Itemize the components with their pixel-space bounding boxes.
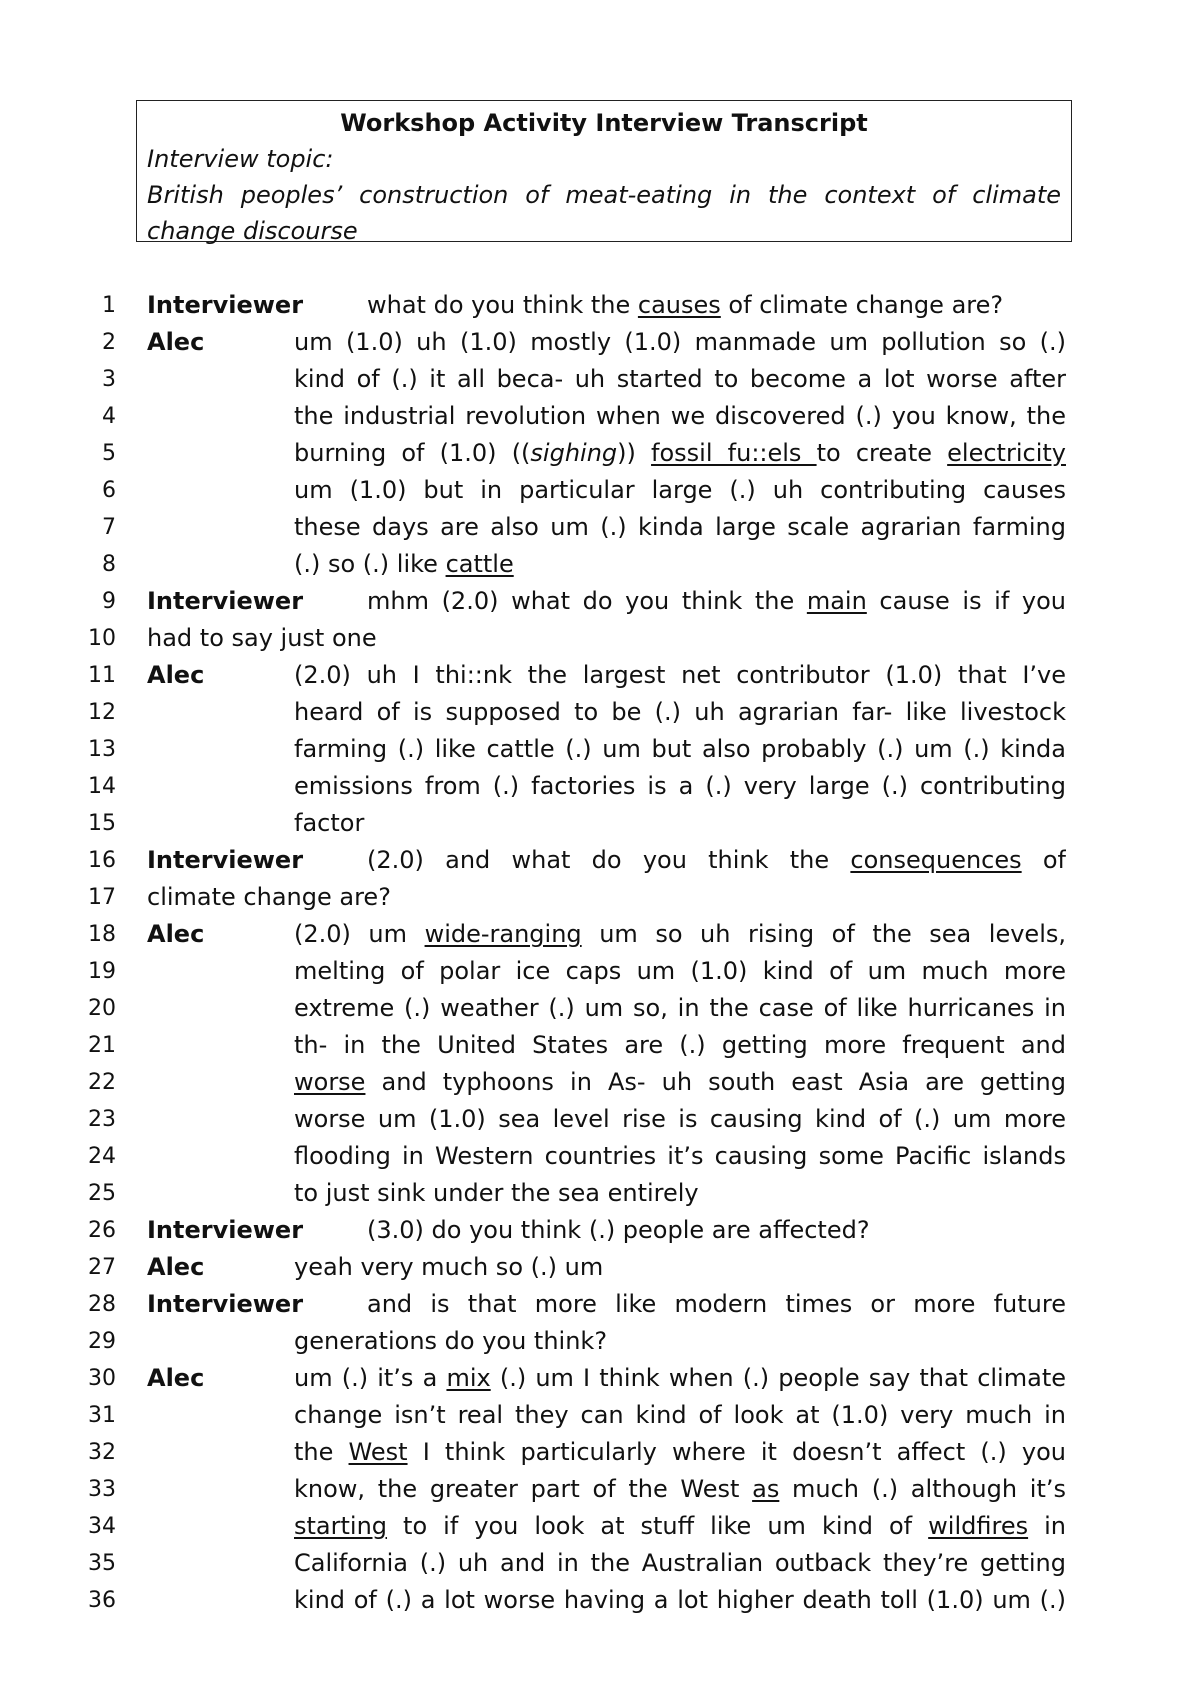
topic-label: Interview topic:	[147, 145, 334, 173]
line-number: 4	[102, 404, 116, 429]
line-number: 14	[88, 774, 116, 799]
line-number: 2	[102, 330, 116, 355]
utterance-text: (3.0) do you think (.) people are affected?	[367, 1216, 870, 1244]
utterance-text: um (.) it’s a mix (.) um I think when (.) people say that climate	[294, 1364, 1066, 1392]
utterance-text: factor	[294, 809, 365, 837]
utterance-text: change isn’t real they can kind of look at (1.0) very much in	[294, 1401, 1066, 1429]
speaker-label: Alec	[147, 328, 205, 356]
speaker-label: Interviewer	[147, 1290, 304, 1318]
transcript-line	[0, 694, 1200, 731]
line-number: 5	[102, 441, 116, 466]
transcript-line	[0, 1434, 1200, 1471]
speaker-label: Interviewer	[147, 291, 304, 319]
line-number: 32	[88, 1440, 116, 1465]
line-number: 10	[88, 626, 116, 651]
transcript-line	[0, 1249, 1200, 1286]
line-number: 24	[88, 1144, 116, 1169]
utterance-text: heard of is supposed to be (.) uh agrarian far- like livestock	[294, 698, 1066, 726]
utterance-text: extreme (.) weather (.) um so, in the case of like hurricanes in	[294, 994, 1066, 1022]
utterance-text: worse and typhoons in As- uh south east Asia are getting	[294, 1068, 1066, 1096]
speaker-label: Alec	[147, 1364, 205, 1392]
transcript-line	[0, 916, 1200, 953]
utterance-text: um (1.0) uh (1.0) mostly (1.0) manmade um pollution so (.)	[294, 328, 1066, 356]
line-number: 16	[88, 848, 116, 873]
document-title: Workshop Activity Interview Transcript	[340, 109, 868, 137]
transcript-line	[0, 1286, 1200, 1323]
utterance-text: emissions from (.) factories is a (.) very large (.) contributing	[294, 772, 1066, 800]
transcript-line	[0, 1471, 1200, 1508]
transcript-line	[0, 1508, 1200, 1545]
utterance-text: kind of (.) a lot worse having a lot higher death toll (1.0) um (.)	[294, 1586, 1066, 1614]
line-number: 6	[102, 478, 116, 503]
utterance-text: generations do you think?	[294, 1327, 608, 1355]
line-number: 18	[88, 922, 116, 947]
speaker-label: Interviewer	[147, 587, 304, 615]
transcript-line	[0, 657, 1200, 694]
speaker-label: Alec	[147, 661, 205, 689]
utterance-text: th- in the United States are (.) getting more frequent and	[294, 1031, 1066, 1059]
utterance-text: (.) so (.) like cattle	[294, 550, 514, 578]
utterance-text: burning of (1.0) ((sighing)) fossil fu::els to create electricity	[294, 439, 1066, 467]
line-number: 23	[88, 1107, 116, 1132]
line-number: 28	[88, 1292, 116, 1317]
transcript-line	[0, 768, 1200, 805]
line-number: 17	[88, 885, 116, 910]
transcript-line	[0, 1582, 1200, 1619]
transcript-line	[0, 1064, 1200, 1101]
transcript-line	[0, 805, 1200, 842]
line-number: 29	[88, 1329, 116, 1354]
transcript-line	[0, 546, 1200, 583]
utterance-text: California (.) uh and in the Australian outback they’re getting	[294, 1549, 1066, 1577]
utterance-text: farming (.) like cattle (.) um but also probably (.) um (.) kinda	[294, 735, 1066, 763]
line-number: 7	[102, 515, 116, 540]
speaker-label: Alec	[147, 1253, 205, 1281]
line-number: 8	[102, 552, 116, 577]
transcript-line	[0, 842, 1200, 879]
line-number: 31	[88, 1403, 116, 1428]
utterance-text: flooding in Western countries it’s causing some Pacific islands	[294, 1142, 1066, 1170]
transcript-line	[0, 1545, 1200, 1582]
transcript-line	[0, 953, 1200, 990]
line-number: 9	[102, 589, 116, 614]
transcript-line	[0, 1397, 1200, 1434]
line-number: 15	[88, 811, 116, 836]
line-number: 1	[102, 293, 116, 318]
utterance-text: (2.0) and what do you think the consequences of	[367, 846, 1066, 874]
utterance-text: (2.0) um wide-ranging um so uh rising of the sea levels,	[294, 920, 1066, 948]
transcript-line	[0, 990, 1200, 1027]
line-number: 27	[88, 1255, 116, 1280]
utterance-text: kind of (.) it all beca- uh started to become a lot worse after	[294, 365, 1066, 393]
line-number: 13	[88, 737, 116, 762]
topic-box	[136, 100, 1072, 245]
utterance-text: yeah very much so (.) um	[294, 1253, 604, 1281]
utterance-text: and is that more like modern times or more future	[367, 1290, 1066, 1318]
utterance-text: had to say just one	[147, 624, 377, 652]
transcript-line	[0, 435, 1200, 472]
utterance-text: know, the greater part of the West as much (.) although it’s	[294, 1475, 1066, 1503]
transcript-line	[0, 731, 1200, 768]
transcript-line	[0, 1323, 1200, 1360]
transcript-line	[0, 361, 1200, 398]
utterance-text: starting to if you look at stuff like um kind of wildfires in	[294, 1512, 1066, 1540]
utterance-text: worse um (1.0) sea level rise is causing kind of (.) um more	[294, 1105, 1066, 1133]
line-number: 11	[88, 663, 116, 688]
transcript-line	[0, 1101, 1200, 1138]
line-number: 22	[88, 1070, 116, 1095]
transcript-line	[0, 879, 1200, 916]
line-number: 33	[88, 1477, 116, 1502]
utterance-text: the industrial revolution when we discovered (.) you know, the	[294, 402, 1066, 430]
speaker-label: Interviewer	[147, 846, 304, 874]
transcript-line	[0, 398, 1200, 435]
transcript-line	[0, 1138, 1200, 1175]
speaker-label: Alec	[147, 920, 205, 948]
line-number: 25	[88, 1181, 116, 1206]
utterance-text: the West I think particularly where it doesn’t affect (.) you	[294, 1438, 1066, 1466]
transcript-line	[0, 509, 1200, 546]
line-number: 21	[88, 1033, 116, 1058]
transcript-line	[0, 1027, 1200, 1064]
transcript-line	[0, 324, 1200, 361]
utterance-text: mhm (2.0) what do you think the main cause is if you	[367, 587, 1066, 615]
utterance-text: melting of polar ice caps um (1.0) kind of um much more	[294, 957, 1066, 985]
transcript-line	[0, 620, 1200, 657]
speaker-label: Interviewer	[147, 1216, 304, 1244]
line-number: 19	[88, 959, 116, 984]
utterance-text: these days are also um (.) kinda large scale agrarian farming	[294, 513, 1066, 541]
line-number: 26	[88, 1218, 116, 1243]
transcript-line	[0, 472, 1200, 509]
transcript-line	[0, 583, 1200, 620]
line-number: 35	[88, 1551, 116, 1576]
utterance-text: climate change are?	[147, 883, 391, 911]
line-number: 3	[102, 367, 116, 392]
topic-text-line-2: change discourse	[147, 217, 358, 245]
line-number: 34	[88, 1514, 116, 1539]
line-number: 36	[88, 1588, 116, 1613]
topic-text-line-1: British peoples’ construction of meat-eating in the context of climate	[147, 181, 1061, 209]
line-number: 20	[88, 996, 116, 1021]
utterance-text: what do you think the causes of climate change are?	[367, 291, 1004, 319]
utterance-text: um (1.0) but in particular large (.) uh contributing causes	[294, 476, 1066, 504]
line-number: 30	[88, 1366, 116, 1391]
line-number: 12	[88, 700, 116, 725]
utterance-text: (2.0) uh I thi::nk the largest net contributor (1.0) that I’ve	[294, 661, 1066, 689]
transcript-line	[0, 1360, 1200, 1397]
transcript-line	[0, 1212, 1200, 1249]
transcript-line	[0, 287, 1200, 324]
utterance-text: to just sink under the sea entirely	[294, 1179, 699, 1207]
transcript-line	[0, 1175, 1200, 1212]
